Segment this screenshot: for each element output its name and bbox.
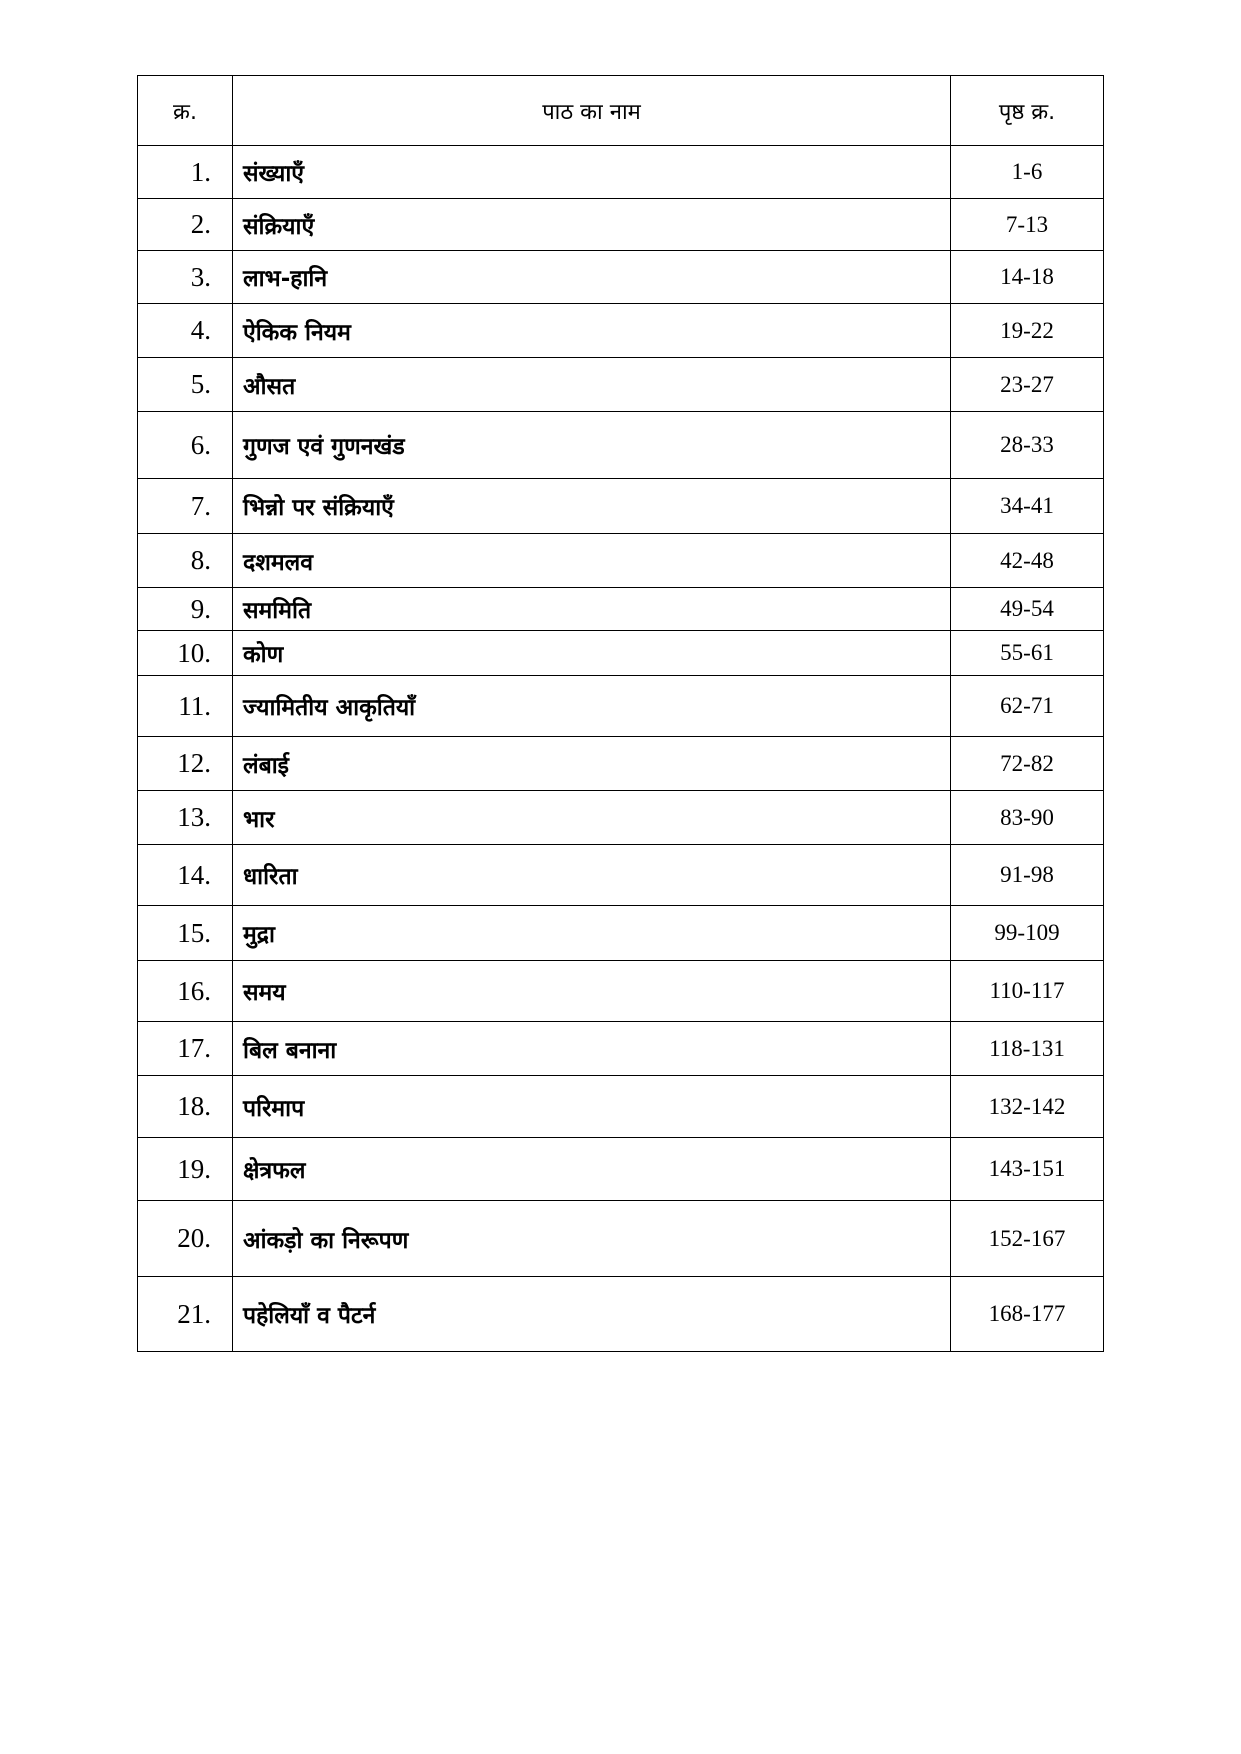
chapter-serial: 7. (138, 479, 233, 534)
chapter-serial: 4. (138, 304, 233, 358)
chapter-pages: 152-167 (951, 1201, 1104, 1277)
chapter-serial: 1. (138, 146, 233, 199)
chapter-name: दशमलव (233, 534, 951, 588)
table-row (138, 1138, 1104, 1201)
chapter-serial: 10. (138, 631, 233, 676)
chapter-serial: 21. (138, 1277, 233, 1352)
table-row (138, 631, 1104, 676)
chapter-pages: 99-109 (951, 906, 1104, 961)
table-row (138, 534, 1104, 588)
chapter-serial: 6. (138, 412, 233, 479)
table-row (138, 588, 1104, 631)
chapter-pages: 132-142 (951, 1076, 1104, 1138)
table-row (138, 199, 1104, 251)
chapter-pages: 143-151 (951, 1138, 1104, 1201)
table-row (138, 251, 1104, 304)
chapter-serial: 15. (138, 906, 233, 961)
table-row (138, 146, 1104, 199)
contents-body (138, 146, 1104, 1352)
chapter-pages: 19-22 (951, 304, 1104, 358)
chapter-name: औसत (233, 358, 951, 412)
chapter-pages: 42-48 (951, 534, 1104, 588)
chapter-serial: 13. (138, 791, 233, 845)
chapter-name: क्षेत्रफल (233, 1138, 951, 1201)
chapter-serial: 5. (138, 358, 233, 412)
table-row (138, 479, 1104, 534)
chapter-pages: 7-13 (951, 199, 1104, 251)
chapter-name: समय (233, 961, 951, 1022)
chapter-pages: 110-117 (951, 961, 1104, 1022)
header-serial: क्र. (138, 76, 233, 146)
table-row (138, 676, 1104, 737)
chapter-name: भिन्नो पर संक्रियाएँ (233, 479, 951, 534)
chapter-name: लंबाई (233, 737, 951, 791)
header-lesson-name: पाठ का नाम (233, 76, 951, 146)
chapter-pages: 55-61 (951, 631, 1104, 676)
chapter-name: लाभ-हानि (233, 251, 951, 304)
chapter-pages: 83-90 (951, 791, 1104, 845)
chapter-name: मुद्रा (233, 906, 951, 961)
chapter-pages: 49-54 (951, 588, 1104, 631)
chapter-name: बिल बनाना (233, 1022, 951, 1076)
chapter-name: आंकड़ो का निरूपण (233, 1201, 951, 1277)
table-row (138, 906, 1104, 961)
table-row (138, 1277, 1104, 1352)
chapter-pages: 62-71 (951, 676, 1104, 737)
header-page-number: पृष्ठ क्र. (951, 76, 1104, 146)
header-row (138, 76, 1104, 146)
chapter-name: कोण (233, 631, 951, 676)
chapter-serial: 14. (138, 845, 233, 906)
table-row (138, 304, 1104, 358)
table-row (138, 1201, 1104, 1277)
chapter-serial: 8. (138, 534, 233, 588)
chapter-pages: 1-6 (951, 146, 1104, 199)
table-row (138, 412, 1104, 479)
chapter-name: परिमाप (233, 1076, 951, 1138)
chapter-pages: 168-177 (951, 1277, 1104, 1352)
chapter-serial: 16. (138, 961, 233, 1022)
table-row (138, 961, 1104, 1022)
chapter-name: ज्यामितीय आकृतियाँ (233, 676, 951, 737)
chapter-pages: 28-33 (951, 412, 1104, 479)
chapter-pages: 23-27 (951, 358, 1104, 412)
chapter-name: संक्रियाएँ (233, 199, 951, 251)
chapter-pages: 91-98 (951, 845, 1104, 906)
chapter-pages: 14-18 (951, 251, 1104, 304)
chapter-serial: 19. (138, 1138, 233, 1201)
chapter-name: संख्याएँ (233, 146, 951, 199)
chapter-serial: 12. (138, 737, 233, 791)
chapter-serial: 2. (138, 199, 233, 251)
chapter-serial: 11. (138, 676, 233, 737)
chapter-name: भार (233, 791, 951, 845)
chapter-serial: 17. (138, 1022, 233, 1076)
table-row (138, 845, 1104, 906)
chapter-pages: 72-82 (951, 737, 1104, 791)
table-row (138, 737, 1104, 791)
chapter-pages: 34-41 (951, 479, 1104, 534)
chapter-serial: 9. (138, 588, 233, 631)
contents-table (137, 75, 1104, 1352)
chapter-name: गुणज एवं गुणनखंड (233, 412, 951, 479)
table-row (138, 358, 1104, 412)
chapter-serial: 3. (138, 251, 233, 304)
table-row (138, 791, 1104, 845)
chapter-serial: 18. (138, 1076, 233, 1138)
chapter-name: धारिता (233, 845, 951, 906)
chapter-pages: 118-131 (951, 1022, 1104, 1076)
chapter-serial: 20. (138, 1201, 233, 1277)
chapter-name: पहेलियाँ व पैटर्न (233, 1277, 951, 1352)
chapter-name: ऐकिक नियम (233, 304, 951, 358)
table-row (138, 1076, 1104, 1138)
table-row (138, 1022, 1104, 1076)
chapter-name: सममिति (233, 588, 951, 631)
